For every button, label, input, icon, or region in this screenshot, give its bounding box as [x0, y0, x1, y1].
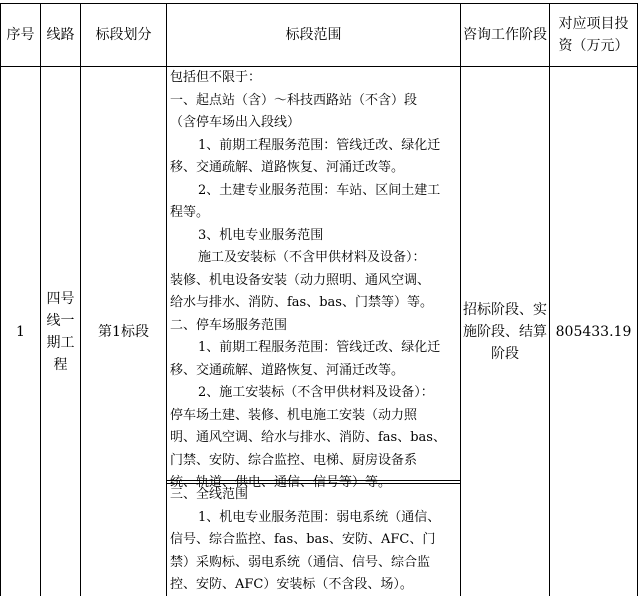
scope-line: 门禁、安防、综合监控、电梯、厨房设备系	[170, 452, 418, 468]
scope-line: 禁）采购标、弱电系统（通信、信号、综合监	[170, 554, 431, 570]
scope-line: 装修、机电设备安装（动力照明、通风空调、	[170, 272, 431, 288]
row-section-text: 第1标段	[98, 323, 149, 340]
scope-line: 移、交通疏解、道路恢复、河涌迁改等。	[170, 160, 405, 175]
scope-line: 移、交通疏解、道路恢复、河涌迁改等。	[170, 362, 405, 378]
header-stage	[461, 4, 549, 66]
scope-line: 包括但不限于：	[170, 70, 262, 85]
header-section-text: 标段划分	[95, 27, 152, 43]
scope-line: 明、通风空调、给水与排水、消防、fas、bas、	[170, 430, 446, 445]
scope-line: 施工及安装标（不含甲供材料及设备）：	[198, 250, 426, 265]
row-seq	[1, 67, 40, 596]
row-investment	[550, 67, 637, 596]
scope-line: 3、机电专业服务范围	[198, 227, 324, 243]
header-line	[41, 4, 80, 66]
scope-part-2	[170, 484, 460, 597]
scope-line: 1、前期工程服务范围：管线迁改、绿化迁	[198, 137, 441, 153]
scope-line: 三、全线范围	[170, 487, 249, 502]
row-line-3: 期工	[46, 334, 75, 351]
scope-line: 1、机电专业服务范围：弱电系统（通信、	[198, 509, 441, 525]
header-scope-text: 标段范围	[285, 27, 342, 43]
col-divider-3	[166, 3, 167, 596]
scope-line: 控、安防、AFC）安装标（不含段、场）。	[170, 577, 413, 592]
row-investment-text: 805433.19	[555, 323, 632, 340]
row-line-2: 线一	[46, 312, 75, 329]
scope-line: 停车场土建、装修、机电施工安装（动力照	[170, 407, 418, 423]
header-line-text: 线路	[46, 27, 75, 43]
header-investment-line-2: 资（万元）	[558, 38, 629, 54]
row-stage	[461, 67, 549, 596]
row-line	[41, 67, 80, 596]
scope-line: 信号、综合监控、fas、bas、安防、AFC、门	[170, 532, 436, 547]
row-line-1: 四号	[46, 290, 75, 307]
row-section	[81, 67, 166, 596]
row-stage-1: 招标阶段、实	[463, 301, 547, 318]
scope-line: 一、起点站（含）～科技西路站（不含）段	[170, 92, 418, 108]
header-seq	[1, 4, 40, 66]
header-seq-text: 序号	[6, 27, 35, 43]
scope-line: 程等。	[170, 205, 210, 220]
row-stage-3: 阶段	[491, 345, 519, 362]
scope-line: 统、轨道、供电、通信、信号等）等。	[170, 475, 392, 490]
scope-line: （含停车场出入段线）	[170, 115, 301, 130]
row-seq-text: 1	[16, 323, 25, 340]
header-investment-line-1: 对应项目投	[558, 16, 629, 32]
scope-line: 2、土建专业服务范围：车站、区间土建工	[198, 182, 441, 198]
scope-line: 2、施工安装标（不含甲供材料及设备）：	[198, 385, 434, 400]
scope-line: 给水与排水、消防、fas、bas、门禁等）等。	[170, 295, 433, 310]
header-scope	[167, 4, 460, 66]
row-line-4: 程	[53, 356, 68, 373]
scope-line: 1、前期工程服务范围：管线迁改、绿化迁	[198, 340, 441, 355]
header-stage-text: 咨询工作阶段	[463, 27, 547, 43]
header-section	[81, 4, 166, 66]
scope-line: 二、停车场服务范围	[170, 317, 288, 333]
header-investment	[550, 4, 637, 66]
scope-part-1	[170, 67, 460, 495]
row-stage-2: 施阶段、结算	[463, 323, 547, 340]
